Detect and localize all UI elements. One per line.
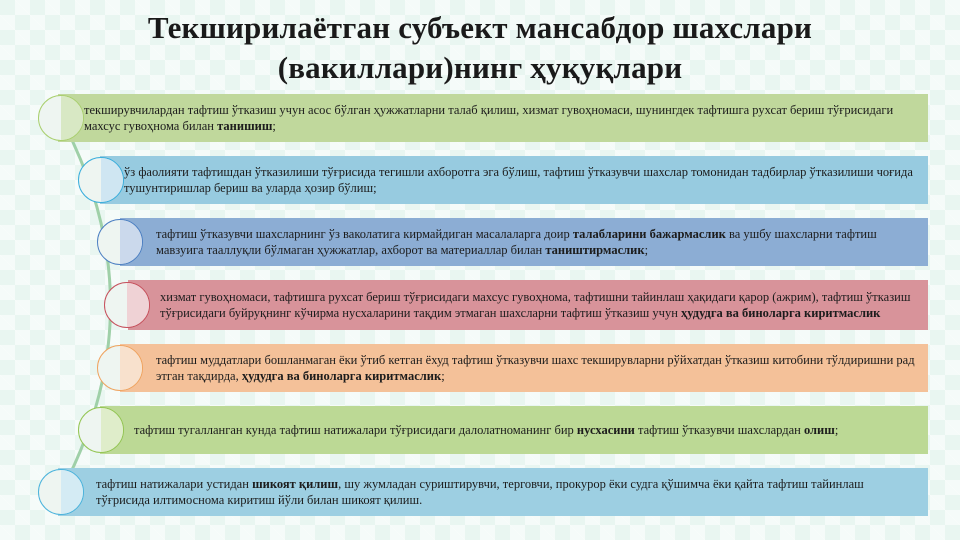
item-bold-term: таништирмаслик <box>545 243 645 257</box>
list-item <box>100 156 928 204</box>
item-text: ўз фаолияти тафтишдан ўтказилиши тўғрисида тегишли ахборотга эга бўлиш, тафтиш ўтказувчи шахслар томонидан тадбирлар ўтказилиши чоғида тушунтиришлар бериш ва уларда ҳозир бўлиш; <box>124 165 913 195</box>
item-bold-term: танишиш <box>217 119 273 133</box>
slide-title <box>0 8 960 88</box>
item-bold-term: шикоят қилиш <box>252 477 339 491</box>
bullet-circle-icon <box>38 469 84 515</box>
item-text: тафтиш муддатлари бошланмаган ёки ўтиб кетган ёхуд тафтиш ўтказувчи шахс текширувларни рўйхатдан ўтказиш китобини тўлдиришни рад этган тақдирда, ҳудудга ва биноларга киритмаслик; <box>156 353 915 383</box>
list-item <box>128 280 928 330</box>
item-text: хизмат гувоҳномаси, тафтишга рухсат бериш тўғрисидаги махсус гувоҳнома, тафтишни тайинлаш ҳақидаги қарор (ажрим), тафтиш ўтказиш тўғрисидаги буйруқнинг кўчирма нусхаларини тақдим этмаган шахсларни тафтиш ўтказиш учун ҳудудга ва биноларга киритмаслик <box>160 290 911 320</box>
list-item <box>58 94 928 142</box>
list-item <box>120 218 928 266</box>
item-bold-term: талабларини бажармаслик <box>572 227 726 241</box>
item-bold-term: ҳудудга ва биноларга киритмаслик <box>241 369 442 383</box>
bullet-circle-icon <box>97 219 143 265</box>
item-bold-term: ҳудудга ва биноларга киритмаслик <box>681 306 881 320</box>
title-line-2: (вакиллари)нинг ҳуқуқлари <box>277 50 683 85</box>
bullet-circle-icon <box>78 407 124 453</box>
title-line-1: Текширилаётган субъект мансабдор шахслари <box>147 10 813 45</box>
item-bold-term: нусхасини <box>576 423 635 437</box>
bullet-circle-icon <box>104 282 150 328</box>
bullet-circle-icon <box>38 95 84 141</box>
item-bold-term: олиш <box>803 423 835 437</box>
list-item <box>58 468 928 516</box>
item-text: текширувчилардан тафтиш ўтказиш учун асос бўлган ҳужжатларни талаб қилиш, хизмат гувоҳномаси, шунингдек тафтишга рухсат бериш тўғрисидаги махсус гувоҳнома билан танишиш; <box>84 103 894 133</box>
item-text: тафтиш натижалари устидан шикоят қилиш, шу жумладан суриштирувчи, терговчи, прокурор ёки судга қўшимча ёки қайта тафтиш тайинлаш тўғрисида илтимосномa киритиш йўли билан шикоят қилиш. <box>96 477 864 507</box>
bullet-circle-icon <box>78 157 124 203</box>
item-text: тафтиш ўтказувчи шахсларнинг ўз ваколатига кирмайдиган масалаларга доир талабларини бажармаслик ва ушбу шахсларни тафтиш мавзуига тааллуқли бўлмаган ҳужжатлар, ахборот ва материаллар билан таништирмаслик; <box>156 227 877 257</box>
item-text: тафтиш тугалланган кунда тафтиш натижалари тўғрисидаги далолатноманинг бир нусхасини тафтиш ўтказувчи шахслардан олиш; <box>134 423 839 437</box>
list-item <box>120 344 928 392</box>
bullet-circle-icon <box>97 345 143 391</box>
list-item <box>100 406 928 454</box>
